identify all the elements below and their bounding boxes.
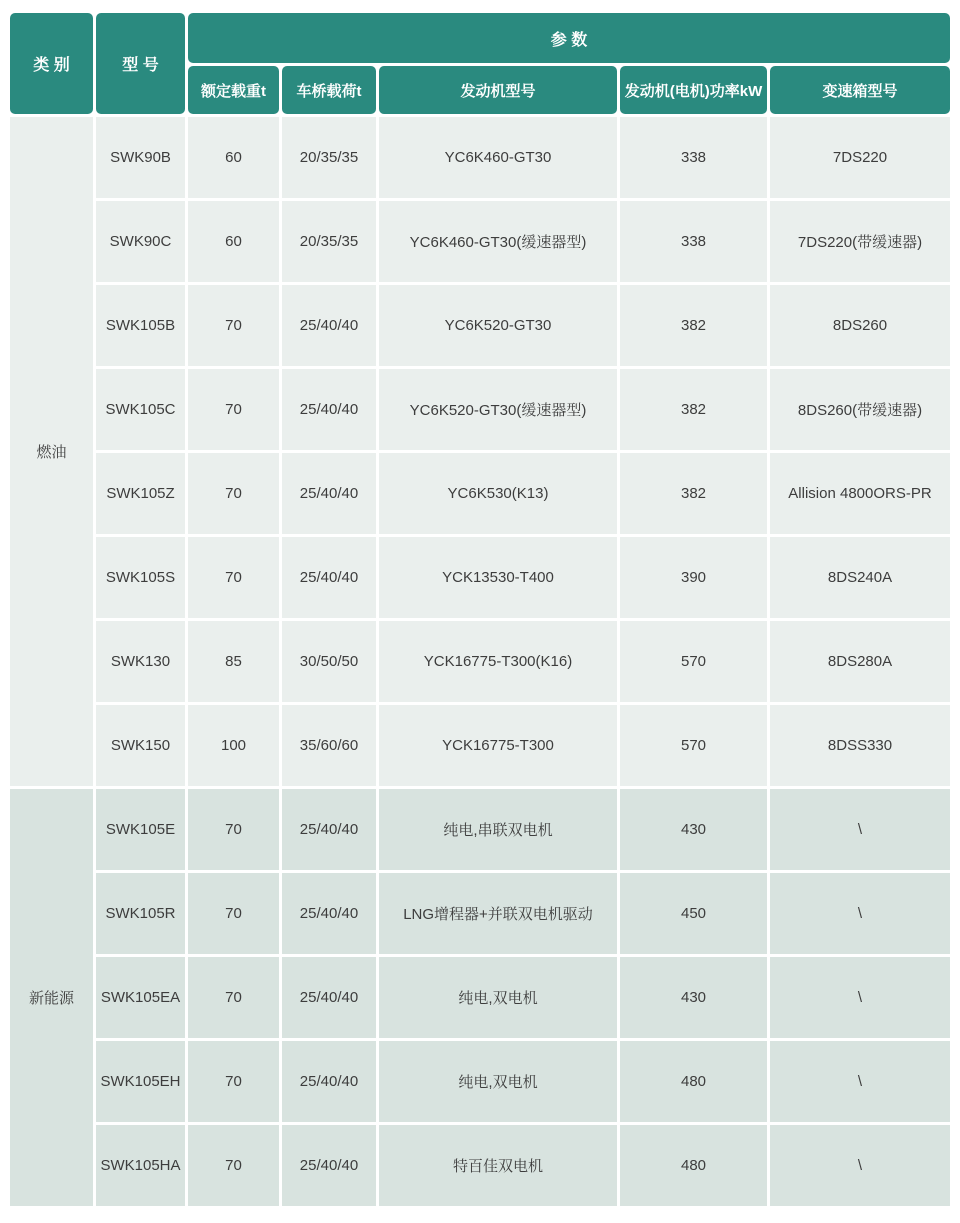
- cell-axle-load: 20/35/35: [282, 201, 376, 282]
- cell-engine-model: YC6K520-GT30: [379, 285, 617, 366]
- cell-model: SWK105HA: [96, 1125, 185, 1206]
- cell-transmission: 8DS260: [770, 285, 950, 366]
- cell-engine-model: 纯电,双电机: [379, 1041, 617, 1122]
- cell-rated-load: 100: [188, 705, 279, 786]
- header-transmission: 变速箱型号: [770, 66, 950, 114]
- cell-rated-load: 70: [188, 369, 279, 450]
- cell-engine-power: 570: [620, 705, 767, 786]
- table-header: [10, 13, 950, 114]
- cell-engine-power: 430: [620, 957, 767, 1038]
- cell-engine-power: 382: [620, 369, 767, 450]
- cell-axle-load: 25/40/40: [282, 453, 376, 534]
- cell-axle-load: 25/40/40: [282, 789, 376, 870]
- cell-engine-power: 338: [620, 201, 767, 282]
- table-row: [10, 537, 950, 618]
- cell-model: SWK105EH: [96, 1041, 185, 1122]
- cell-axle-load: 25/40/40: [282, 1125, 376, 1206]
- table-row: [10, 285, 950, 366]
- cell-axle-load: 35/60/60: [282, 705, 376, 786]
- cell-engine-model: LNG增程器+并联双电机驱动: [379, 873, 617, 954]
- header-category: 类 别: [10, 13, 93, 114]
- cell-transmission: 8DS280A: [770, 621, 950, 702]
- spec-table: [7, 10, 953, 1209]
- category-cell-new-energy: 新能源: [10, 789, 93, 1206]
- cell-rated-load: 70: [188, 285, 279, 366]
- category-cell-fuel: 燃油: [10, 117, 93, 786]
- cell-engine-model: YCK16775-T300(K16): [379, 621, 617, 702]
- section-fuel: [10, 117, 950, 786]
- cell-transmission: 7DS220(带缓速器): [770, 201, 950, 282]
- table-row: [10, 873, 950, 954]
- cell-engine-power: 390: [620, 537, 767, 618]
- cell-engine-model: YC6K460-GT30: [379, 117, 617, 198]
- cell-engine-model: 纯电,串联双电机: [379, 789, 617, 870]
- table-row: [10, 789, 950, 870]
- cell-axle-load: 30/50/50: [282, 621, 376, 702]
- cell-transmission: \: [770, 957, 950, 1038]
- cell-engine-power: 382: [620, 285, 767, 366]
- header-model: 型 号: [96, 13, 185, 114]
- cell-model: SWK105EA: [96, 957, 185, 1038]
- cell-axle-load: 25/40/40: [282, 957, 376, 1038]
- table-row: [10, 369, 950, 450]
- cell-rated-load: 70: [188, 789, 279, 870]
- cell-engine-model: YC6K460-GT30(缓速器型): [379, 201, 617, 282]
- cell-model: SWK90B: [96, 117, 185, 198]
- cell-rated-load: 70: [188, 873, 279, 954]
- table-row: [10, 201, 950, 282]
- cell-rated-load: 70: [188, 1041, 279, 1122]
- cell-axle-load: 25/40/40: [282, 1041, 376, 1122]
- table-row: [10, 957, 950, 1038]
- cell-engine-model: 纯电,双电机: [379, 957, 617, 1038]
- header-engine-power: 发动机(电机)功率kW: [620, 66, 767, 114]
- cell-transmission: \: [770, 789, 950, 870]
- cell-rated-load: 70: [188, 1125, 279, 1206]
- cell-rated-load: 70: [188, 537, 279, 618]
- table-row: [10, 705, 950, 786]
- cell-engine-power: 430: [620, 789, 767, 870]
- cell-model: SWK105R: [96, 873, 185, 954]
- table-row: [10, 1125, 950, 1206]
- cell-model: SWK150: [96, 705, 185, 786]
- cell-engine-power: 480: [620, 1125, 767, 1206]
- cell-model: SWK105C: [96, 369, 185, 450]
- cell-engine-power: 450: [620, 873, 767, 954]
- cell-axle-load: 25/40/40: [282, 285, 376, 366]
- section-new-energy: [10, 789, 950, 1206]
- cell-transmission: 7DS220: [770, 117, 950, 198]
- cell-model: SWK105S: [96, 537, 185, 618]
- cell-rated-load: 70: [188, 957, 279, 1038]
- cell-rated-load: 85: [188, 621, 279, 702]
- cell-model: SWK105E: [96, 789, 185, 870]
- header-axle-load: 车桥载荷t: [282, 66, 376, 114]
- cell-transmission: 8DS240A: [770, 537, 950, 618]
- cell-axle-load: 25/40/40: [282, 873, 376, 954]
- table-row: [10, 453, 950, 534]
- cell-transmission: \: [770, 1041, 950, 1122]
- header-rated-load: 额定载重t: [188, 66, 279, 114]
- table-row: [10, 621, 950, 702]
- cell-engine-model: YC6K530(K13): [379, 453, 617, 534]
- header-row-top: [10, 13, 950, 63]
- cell-engine-power: 338: [620, 117, 767, 198]
- cell-transmission: Allision 4800ORS-PR: [770, 453, 950, 534]
- cell-engine-model: YCK13530-T400: [379, 537, 617, 618]
- cell-rated-load: 60: [188, 201, 279, 282]
- cell-model: SWK130: [96, 621, 185, 702]
- table-row: [10, 117, 950, 198]
- cell-transmission: 8DS260(带缓速器): [770, 369, 950, 450]
- cell-engine-model: 特百佳双电机: [379, 1125, 617, 1206]
- table-row: [10, 1041, 950, 1122]
- cell-engine-power: 382: [620, 453, 767, 534]
- cell-axle-load: 25/40/40: [282, 537, 376, 618]
- cell-rated-load: 60: [188, 117, 279, 198]
- cell-transmission: \: [770, 1125, 950, 1206]
- cell-axle-load: 20/35/35: [282, 117, 376, 198]
- cell-transmission: \: [770, 873, 950, 954]
- cell-model: SWK105B: [96, 285, 185, 366]
- cell-model: SWK105Z: [96, 453, 185, 534]
- cell-engine-power: 570: [620, 621, 767, 702]
- cell-engine-model: YCK16775-T300: [379, 705, 617, 786]
- cell-axle-load: 25/40/40: [282, 369, 376, 450]
- cell-model: SWK90C: [96, 201, 185, 282]
- cell-engine-power: 480: [620, 1041, 767, 1122]
- cell-engine-model: YC6K520-GT30(缓速器型): [379, 369, 617, 450]
- header-engine-model: 发动机型号: [379, 66, 617, 114]
- header-params: 参 数: [188, 13, 950, 63]
- cell-transmission: 8DSS330: [770, 705, 950, 786]
- cell-rated-load: 70: [188, 453, 279, 534]
